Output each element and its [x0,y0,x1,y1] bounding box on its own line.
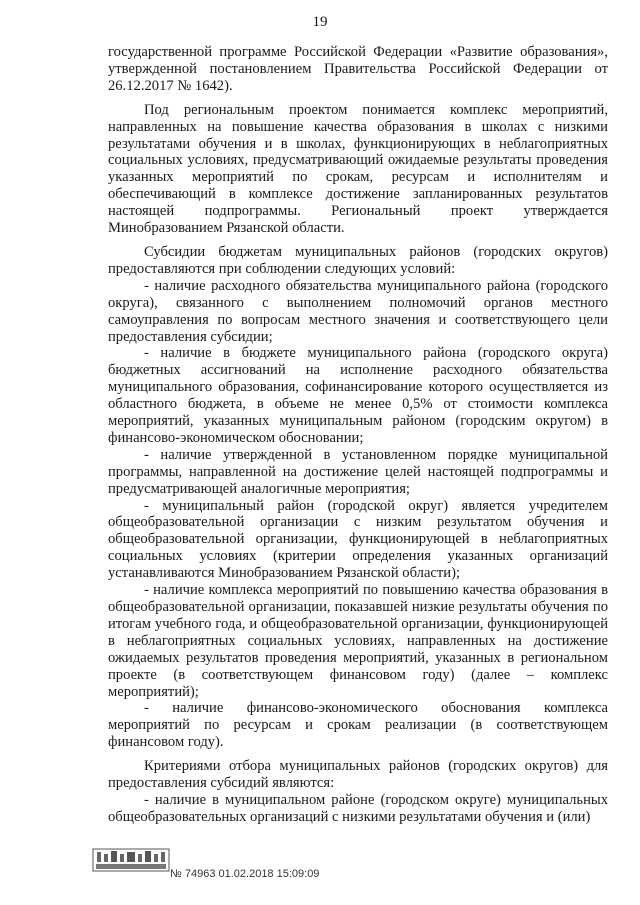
list-item: - наличие расходного обязательства муниципального района (городского округа), связанного с выполнением полномочий органов местного самоуправления по вопросам местного значения и соответствующего цели предоставления субсидии; [108,277,608,345]
government-seal-icon [92,848,170,872]
list-item: - наличие в муниципальном районе (городском округе) муниципальных общеобразовательных организаций с низкими результатами обучения и (или) [108,791,608,825]
list-item: - наличие в бюджете муниципального района (городского округа) бюджетных ассигнований на исполнение расходного обязательства муниципального образования, софинансирование которого осуществляется из областного бюджета, в объеме не менее 0,5% от стоимости комплекса мероприятий, указанных муниципальным районом (городским округом) в финансово-экономическом обосновании; [108,345,608,446]
document-reference: № 74963 01.02.2018 15:09:09 [170,868,320,880]
list-item: - наличие финансово-экономического обоснования комплекса мероприятий по ресурсам и срокам реализации (в соответствующем финансовом году). [108,700,608,751]
document-body [108,44,608,826]
list-item: - муниципальный район (городской округ) является учредителем общеобразовательной организации с низким результатом обучения и общеобразовательной организации, функционирующей в неблагоприятных социальных условиях (критерии определения указанных организаций устанавливаются Минобразованием Рязанской области); [108,497,608,582]
paragraph: Под региональным проектом понимается комплекс мероприятий, направленных на повышение качества образования в школах с низкими результатами обучения и в школах, функционирующих в неблагоприятных социальных условиях, предусматривающий ожидаемые результаты проведения указанных мероприятий по срокам, ресурсам и исполнителям и обеспечивающий в комплексе достижение запланированных результатов настоящей подпрограммы. Региональный проект утверждается Минобразованием Рязанской области. [108,101,608,237]
paragraph: Критериями отбора муниципальных районов (городских округов) для предоставления субсидий являются: [108,758,608,792]
paragraph: государственной программе Российской Федерации «Развитие образования», утвержденной постановлением Правительства Российской Федерации от 26.12.2017 № 1642). [108,44,608,94]
list-item: - наличие утвержденной в установленном порядке муниципальной программы, направленной на достижение целей настоящей подпрограммы и предусматривающей аналогичные мероприятия; [108,446,608,497]
list-item: - наличие комплекса мероприятий по повышению качества образования в общеобразовательной организации, показавшей низкие результаты обучения по итогам учебного года, и общеобразовательной организации, функционирующей в неблагоприятных социальных условиях, направленных на достижение ожидаемых результатов проведения мероприятий, указанных в региональном проекте (в соответствующем финансовом году) (далее – комплекс мероприятий); [108,582,608,700]
paragraph: Субсидии бюджетам муниципальных районов (городских округов) предоставляются при соблюдении следующих условий: [108,243,608,277]
page-number: 19 [312,14,328,30]
